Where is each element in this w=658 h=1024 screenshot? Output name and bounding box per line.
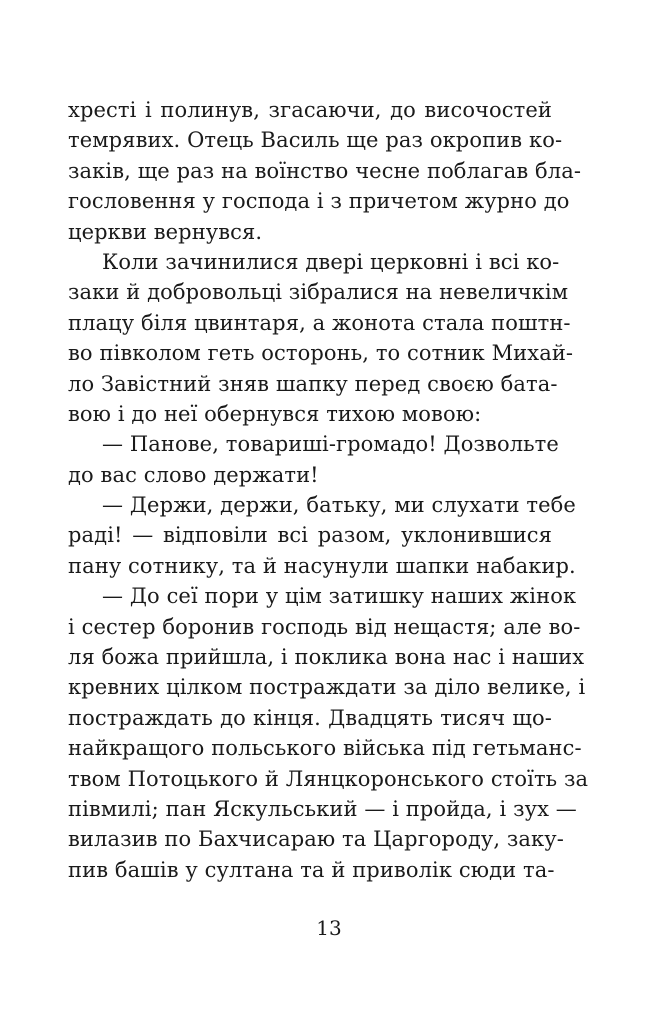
text-line: вилазив по Бахчисараю та Царгороду, заку- <box>68 827 564 852</box>
page-text-block <box>68 95 589 885</box>
text-line: во півколом геть осторонь, то сотник Михай- <box>68 341 574 366</box>
text-line: плацу біля цвинтаря, а жонота стала поштн- <box>68 310 571 335</box>
text-line: ля божа прийшла, і поклика вона нас і наших <box>68 645 585 670</box>
text-line: пану сотнику, та й насунули шапки набакир. <box>68 553 576 578</box>
text-line: — Панове, товариші-громадо! Дозвольте <box>102 432 559 457</box>
text-line: ло Завістний зняв шапку перед своєю бата- <box>68 371 558 396</box>
text-line: пив башів у султана та й приволік сюди та- <box>68 857 555 882</box>
text-line: гословення у господа і з причетом журно до <box>68 189 570 214</box>
text-line: — Держи, держи, батьку, ми слухати тебе <box>102 493 576 518</box>
text-line: церкви вернувся. <box>68 219 263 244</box>
text-line: раді! — відповіли всі разом, уклонившися <box>68 523 552 548</box>
text-line: півмилі; пан Яскульський — і пройда, і зух — <box>68 796 577 821</box>
text-line: заки й добровольці зібралися на невеличкім <box>68 280 569 305</box>
text-line: вою і до неї обернувся тихою мовою: <box>68 401 482 426</box>
text-line: кревних цілком постраждати за діло велике, і <box>68 675 586 700</box>
text-line: — До сеї пори у цім затишку наших жінок <box>102 584 577 609</box>
text-line: твом Потоцького й Лянцкоронського стоїть за <box>68 766 589 791</box>
text-line: хресті і полинув, згасаючи, до височостей <box>68 98 552 122</box>
text-line: найкращого польського війська під гетьманс- <box>68 736 582 761</box>
text-line: заків, ще раз на воїнство чесне поблагав бла- <box>68 158 582 183</box>
text-line: до вас слово держати! <box>68 462 319 487</box>
page-number: 13 <box>316 916 342 940</box>
text-line: Коли зачинилися двері церковні і всі ко- <box>102 249 560 274</box>
text-line: і сестер боронив господь від нещастя; але во- <box>68 614 581 639</box>
text-line: постраждать до кінця. Двадцять тисяч що- <box>68 705 552 730</box>
text-line: темрявих. Отець Василь ще раз окропив ко- <box>68 128 563 153</box>
